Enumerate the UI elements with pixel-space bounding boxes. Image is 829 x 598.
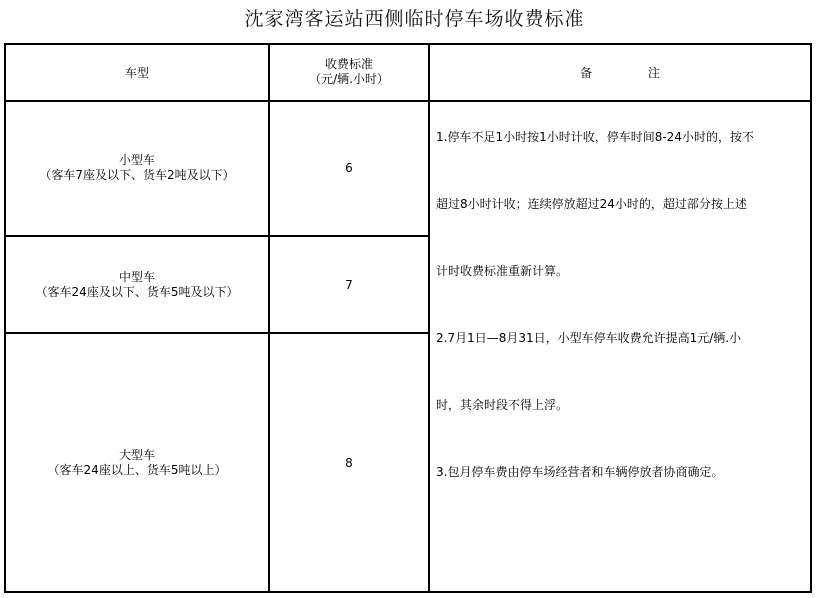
vehicle-name: 大型车 [118, 447, 155, 462]
vehicle-name: 小型车 [118, 153, 155, 168]
fee-cell: 7 [269, 236, 429, 333]
remark-line: 3.包月停车费由停车场经营者和车辆停放者协商确定。 [436, 464, 724, 479]
vehicle-type-cell [5, 101, 269, 236]
vehicle-name: 中型车 [118, 269, 155, 284]
header-vehicle-type: 车型 [5, 44, 269, 101]
table-row [5, 101, 811, 236]
header-fee-unit: （元/辆.小时） [309, 72, 389, 87]
vehicle-type-cell [5, 236, 269, 333]
fee-cell: 6 [269, 101, 429, 236]
page-title: 沈家湾客运站西侧临时停车场收费标准 [244, 8, 585, 30]
table-header-row [5, 44, 811, 101]
remarks-cell [429, 101, 811, 592]
vehicle-desc: （客车24座以上、货车5吨以上） [47, 462, 227, 477]
header-remarks-label: 备 注 [580, 65, 686, 80]
header-fee-label: 收费标准 [324, 57, 373, 72]
remark-line: 超过8小时计收；连续停放超过24小时的，超过部分按上述 [436, 196, 747, 211]
remark-line: 计时收费标准重新计算。 [436, 263, 569, 278]
remark-line: 1.停车不足1小时按1小时计收，停车时间8-24小时的，按不 [436, 129, 754, 144]
remark-line: 时，其余时段不得上浮。 [436, 397, 569, 412]
remark-line: 2.7月1日—8月31日，小型车停车收费允许提高1元/辆.小 [436, 330, 742, 345]
header-remarks [429, 44, 811, 101]
vehicle-desc: （客车7座及以下、货车2吨及以下） [39, 168, 235, 183]
vehicle-desc: （客车24座及以下、货车5吨及以下） [35, 284, 239, 299]
header-fee-standard [269, 44, 429, 101]
fee-cell: 8 [269, 333, 429, 592]
fee-table [4, 43, 812, 593]
vehicle-type-cell [5, 333, 269, 592]
